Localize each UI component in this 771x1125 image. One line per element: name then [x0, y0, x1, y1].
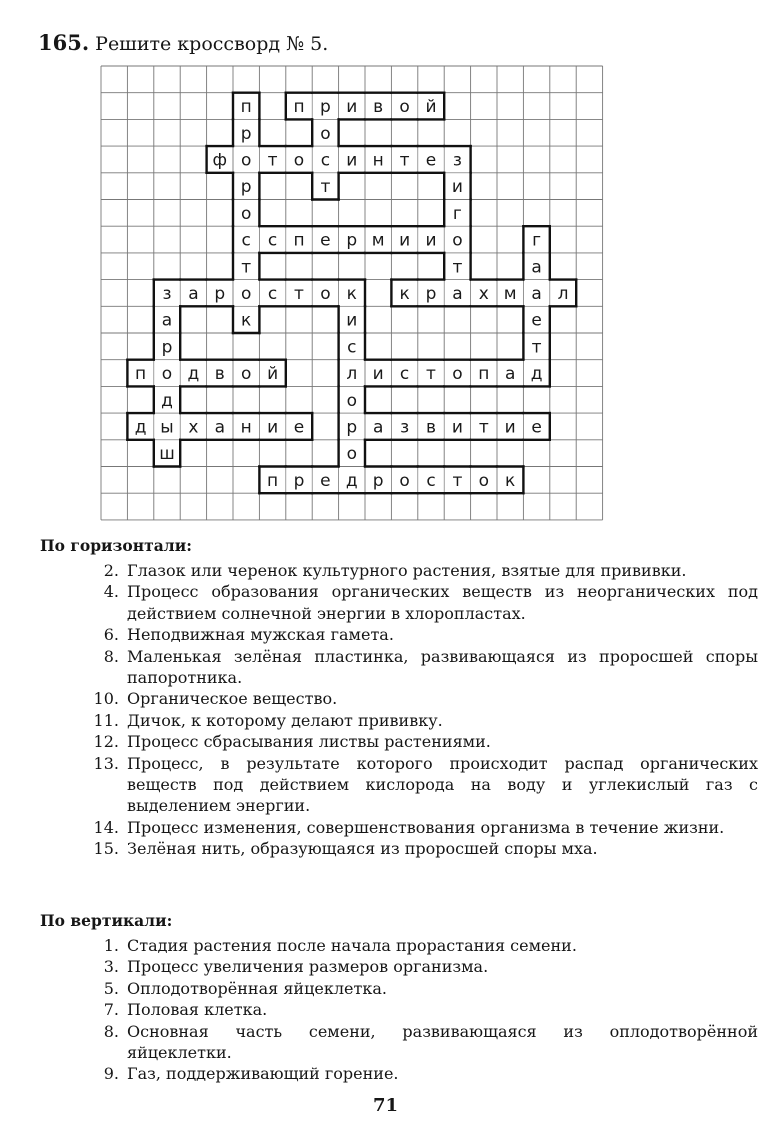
cell-letter: г: [532, 230, 542, 251]
cell-letter: з: [452, 150, 462, 171]
cell-letter: ш: [159, 444, 175, 465]
cell-letter: а: [531, 283, 542, 304]
cell-letter: р: [240, 177, 252, 198]
clue-text: Дичок, к которому делают прививку.: [127, 710, 443, 730]
cell-letter: р: [320, 97, 331, 118]
cell-letter: д: [161, 390, 173, 411]
clue-number: 11.: [93, 710, 119, 730]
across-clue: [70, 838, 758, 859]
cell-letter: с: [399, 364, 410, 385]
cell-letter: о: [161, 364, 173, 385]
clue-text: Органическое вещество.: [127, 689, 338, 709]
cell-letter: а: [504, 364, 516, 385]
across-clues: [70, 560, 758, 860]
exercise-instruction: Решите кроссворд № 5.: [95, 33, 329, 55]
cell-letter: д: [187, 364, 200, 385]
cell-letter: о: [478, 470, 490, 491]
cell-letter: р: [293, 470, 305, 491]
clue-text: Процесс, в результате которого происходит распад органических веществ под действием кислорода на воду и углекислый газ с выделением энергии.: [127, 753, 758, 816]
cell-letter: и: [346, 310, 358, 331]
clue-text: Зелёная нить, образующаяся из проросшей споры мха.: [127, 839, 598, 859]
clue-number: 13.: [93, 753, 119, 773]
down-clue: [70, 978, 758, 999]
cell-letter: о: [320, 283, 331, 304]
cell-letter: е: [531, 417, 542, 438]
across-clue: [70, 753, 758, 817]
cell-letter: т: [452, 470, 463, 491]
cell-letter: е: [320, 470, 331, 491]
down-clue: [70, 1063, 758, 1084]
down-clue: [70, 1021, 758, 1064]
clue-text: Стадия растения после начала прорастания семени.: [127, 936, 577, 955]
cell-letter: о: [240, 364, 252, 385]
clue-text: Процесс изменения, совершенствования организма в течение жизни.: [127, 817, 725, 837]
cell-letter: д: [134, 417, 147, 438]
down-heading: По вертикали:: [40, 911, 173, 930]
cell-letter: г: [452, 203, 462, 224]
cell-letter: и: [267, 417, 279, 438]
cell-letter: е: [531, 310, 542, 331]
exercise-title: [38, 30, 328, 55]
cell-letter: р: [161, 337, 173, 358]
cell-letter: к: [505, 470, 516, 491]
cell-letter: х: [478, 283, 489, 304]
clue-number: 1.: [103, 936, 119, 955]
cell-letter: д: [530, 364, 543, 385]
cell-letter: п: [135, 364, 147, 385]
clue-text: Газ, поддерживающий горение.: [127, 1064, 399, 1084]
clue-number: 10.: [93, 689, 119, 709]
cell-letter: х: [188, 417, 199, 438]
cell-letter: ы: [160, 417, 174, 438]
cell-letter: о: [240, 283, 252, 304]
clue-number: 8.: [103, 646, 119, 666]
clue-number: 4.: [103, 582, 119, 602]
across-clue: [70, 817, 758, 838]
clue-text: Половая клетка.: [127, 1000, 268, 1020]
cell-letter: а: [531, 257, 542, 278]
across-clue: [70, 581, 758, 624]
cell-letter: п: [240, 97, 252, 118]
cell-letter: е: [320, 230, 331, 251]
cell-letter: о: [452, 364, 463, 385]
cell-letter: л: [346, 364, 358, 385]
cell-letter: а: [188, 283, 199, 304]
clue-number: 8.: [103, 1021, 119, 1041]
cell-letter: о: [399, 470, 410, 491]
clue-text: Основная часть семени, развивающаяся из оплодотворённой яйцеклетки.: [127, 1021, 758, 1063]
cell-letter: р: [214, 283, 226, 304]
clue-number: 2.: [103, 561, 119, 580]
cell-letter: и: [346, 97, 358, 118]
cell-letter: п: [267, 470, 279, 491]
cell-letter: а: [214, 417, 226, 438]
clue-text: Оплодотворённая яйцеклетка.: [127, 978, 387, 998]
cell-letter: п: [293, 97, 305, 118]
down-clues: [70, 935, 758, 1085]
across-clue: [70, 710, 758, 731]
cell-letter: ф: [212, 150, 228, 171]
cell-letter: т: [452, 257, 463, 278]
cell-letter: о: [320, 123, 331, 144]
clue-text: Процесс сбрасывания листвы растениями.: [127, 732, 491, 752]
cell-letter: н: [372, 150, 384, 171]
clue-text: Неподвижная мужская гамета.: [127, 625, 394, 645]
cell-letter: к: [346, 283, 357, 304]
cell-letter: и: [346, 150, 358, 171]
cell-letter: о: [346, 390, 358, 411]
cell-letter: в: [425, 417, 437, 438]
down-clue: [70, 999, 758, 1020]
clue-number: 14.: [93, 817, 119, 837]
cell-letter: т: [399, 150, 410, 171]
cell-letter: и: [399, 230, 411, 251]
clue-text: Маленькая зелёная пластинка, развивающаяся из проросшей споры папоротника.: [127, 646, 758, 688]
cell-letter: т: [320, 177, 331, 198]
cell-letter: р: [372, 470, 384, 491]
cell-letter: т: [478, 417, 489, 438]
clue-number: 6.: [103, 625, 119, 645]
page-number: 71: [372, 1095, 399, 1116]
cell-letter: м: [503, 283, 517, 304]
cell-letter: д: [345, 470, 358, 491]
cell-letter: а: [161, 310, 173, 331]
cell-letter: т: [426, 364, 436, 385]
cell-letter: л: [557, 283, 569, 304]
cell-letter: т: [294, 283, 304, 304]
cell-letter: н: [240, 417, 252, 438]
cell-letter: а: [452, 283, 463, 304]
cell-letter: о: [452, 230, 463, 251]
clue-text: Глазок или черенок культурного растения, взятые для прививки.: [127, 561, 687, 580]
cell-letter: с: [241, 230, 251, 251]
cell-letter: к: [241, 310, 252, 331]
across-clue: [70, 688, 758, 709]
cell-letter: з: [162, 283, 172, 304]
cell-letter: з: [400, 417, 410, 438]
across-clue: [70, 646, 758, 689]
cell-letter: е: [425, 150, 437, 171]
cell-letter: р: [240, 123, 252, 144]
cell-letter: к: [399, 283, 410, 304]
cell-letter: с: [267, 230, 278, 251]
cell-letter: с: [320, 150, 331, 171]
cell-letter: р: [425, 283, 437, 304]
cell-letter: с: [267, 283, 278, 304]
cell-letter: т: [241, 257, 252, 278]
cell-letter: т: [531, 337, 542, 358]
exercise-number: 165.: [38, 30, 90, 55]
across-clue: [70, 560, 758, 581]
cell-letter: й: [425, 97, 437, 118]
cell-letter: р: [346, 230, 358, 251]
cell-letter: п: [293, 230, 305, 251]
clue-number: 7.: [103, 1000, 119, 1020]
down-clue: [70, 956, 758, 977]
cell-letter: с: [426, 470, 436, 491]
cell-letter: т: [267, 150, 278, 171]
cell-letter: м: [371, 230, 385, 251]
cell-letter: о: [240, 150, 252, 171]
across-clue: [70, 731, 758, 752]
cell-letter: и: [451, 177, 463, 198]
down-clue: [70, 935, 758, 956]
cell-letter: р: [346, 417, 358, 438]
clue-text: Процесс увеличения размеров организма.: [127, 957, 489, 977]
cell-letter: и: [504, 417, 516, 438]
clue-number: 5.: [103, 978, 119, 998]
cell-letter: а: [372, 417, 384, 438]
cell-letter: о: [346, 444, 358, 465]
clue-number: 9.: [103, 1064, 119, 1084]
cell-letter: п: [478, 364, 490, 385]
cell-letter: в: [373, 97, 384, 118]
cell-letter: и: [372, 364, 384, 385]
cell-letter: о: [293, 150, 305, 171]
clue-number: 3.: [103, 957, 119, 977]
across-heading: По горизонтали:: [40, 536, 192, 555]
cell-letter: с: [347, 337, 357, 358]
crossword-grid: [101, 66, 603, 520]
cell-letter: е: [293, 417, 305, 438]
clue-text: Процесс образования органических веществ из неорганических под действием солнечной энергии в хлоропластах.: [127, 582, 758, 623]
cell-letter: о: [240, 203, 252, 224]
cell-letter: и: [451, 417, 463, 438]
cell-letter: о: [399, 97, 410, 118]
clue-number: 12.: [93, 732, 119, 752]
cell-letter: й: [267, 364, 279, 385]
across-clue: [70, 624, 758, 645]
cell-letter: в: [214, 364, 225, 385]
clue-number: 15.: [93, 839, 119, 859]
cell-letter: и: [425, 230, 437, 251]
